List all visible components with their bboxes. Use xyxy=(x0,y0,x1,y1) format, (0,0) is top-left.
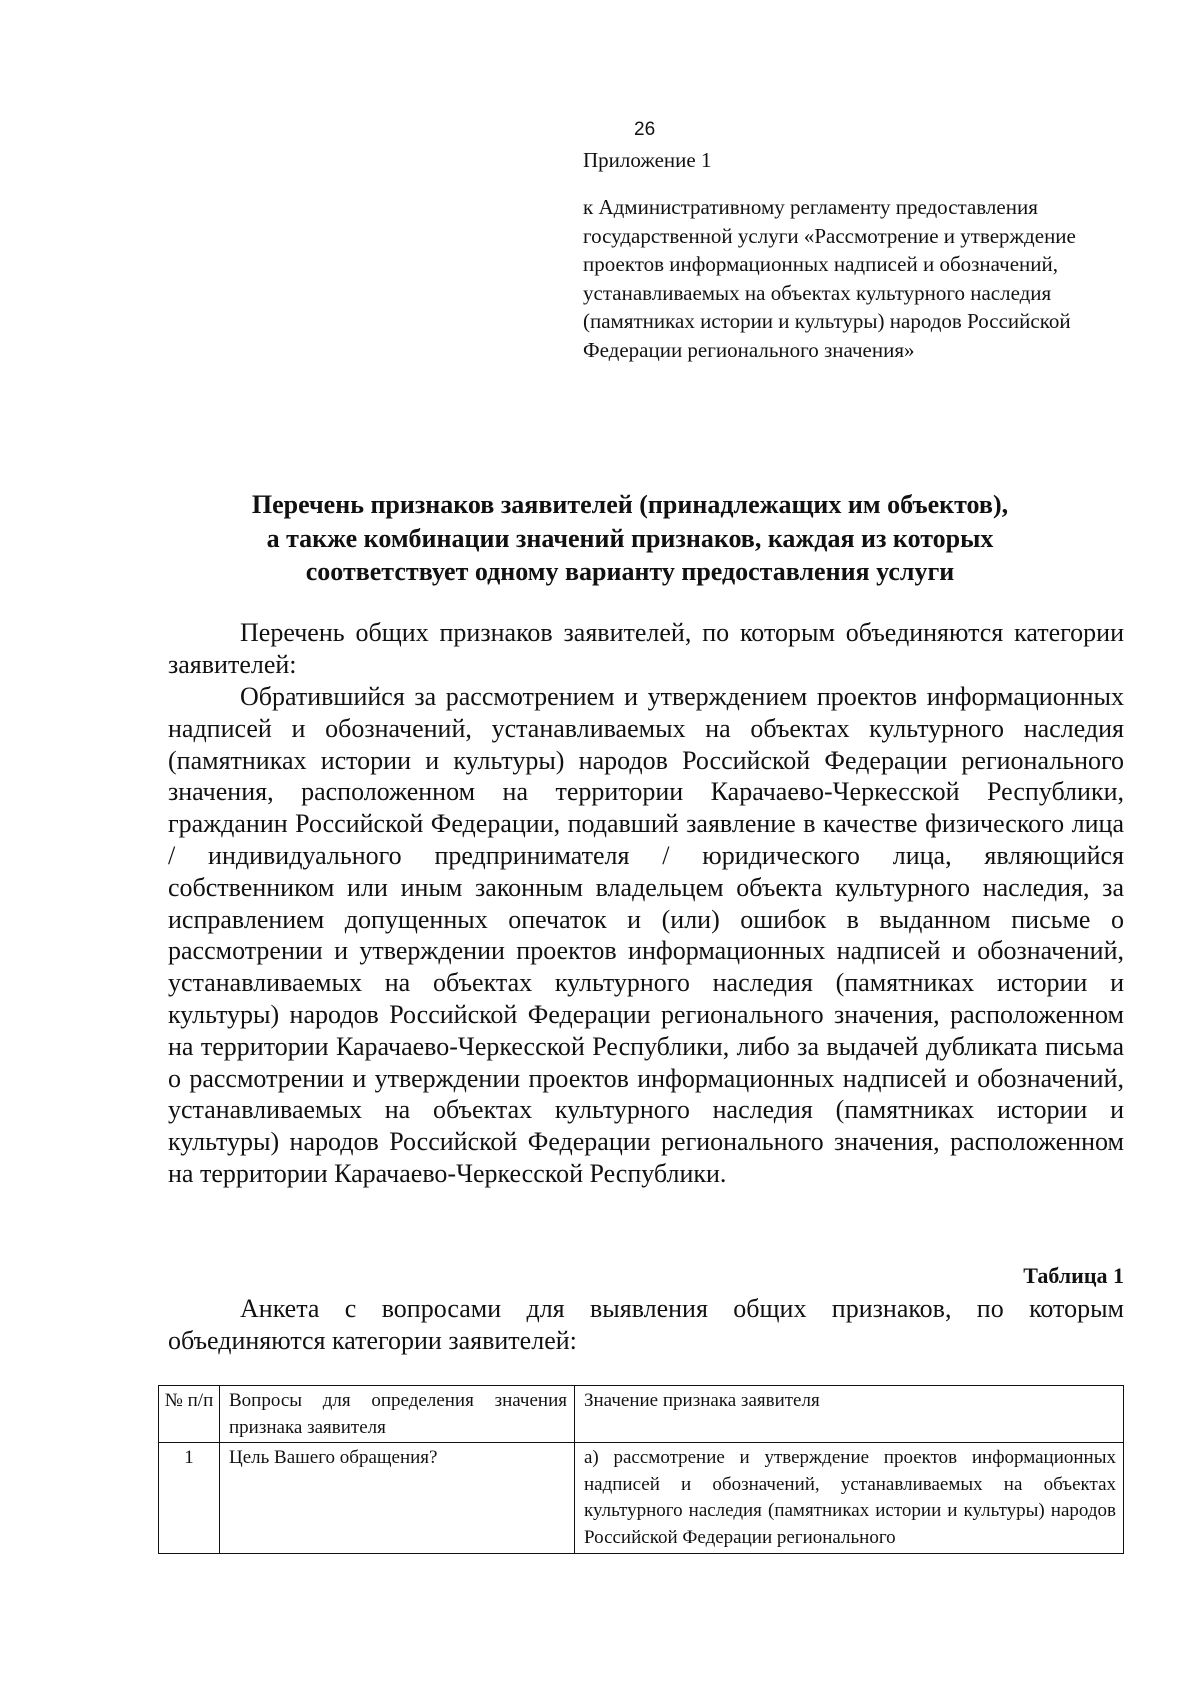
document-heading xyxy=(180,488,1080,589)
table-row xyxy=(159,1443,1124,1553)
table-header-row xyxy=(159,1386,1124,1443)
row-question: Цель Вашего обращения? xyxy=(220,1443,575,1553)
row-number: 1 xyxy=(159,1443,220,1553)
header-number: № п/п xyxy=(159,1386,220,1443)
heading-line-1: Перечень признаков заявителей (принадлежащих им объектов), xyxy=(251,490,1009,519)
table-intro-paragraph: Анкета с вопросами для выявления общих признаков, по которым объединяются категории заявителей: xyxy=(168,1294,1124,1355)
appendix-reference: к Административному регламенту предоставления государственной услуги «Рассмотрение и утверждение проектов информационных надписей и обозначений, устанавливаемых на объектах культурного наследия (памятниках истории и культуры) народов Российской Федерации регионального значения» xyxy=(583,195,1076,362)
survey-table xyxy=(158,1385,1124,1554)
table-caption: Таблица 1 xyxy=(1023,1263,1124,1288)
body-paragraph: Обратившийся за рассмотрением и утверждением проектов информационных надписей и обозначений, устанавливаемых на объектах культурного наследия (памятниках истории и культуры) народов Российской Федерации регионального значения, расположенном на территории Карачаево-Черкесской Республики, гражданин Российской Федерации, подавший заявление в качестве физического лица / индивидуального предпринимателя / юридического лица, являющийся собственником или иным законным владельцем объекта культурного наследия, за исправлением допущенных опечаток и (или) ошибок в выданном письме о рассмотрении и утверждении проектов информационных надписей и обозначений, устанавливаемых на объектах культурного наследия (памятниках истории и культуры) народов Российской Федерации регионального значения, расположенном на территории Карачаево-Черкесской Республики, либо за выдачей дубликата письма о рассмотрении и утверждении проектов информационных надписей и обозначений, устанавливаемых на объектах культурного наследия (памятниках истории и культуры) народов Российской Федерации регионального значения, расположенном на территории Карачаево-Черкесской Республики. xyxy=(168,682,1124,1188)
header-question: Вопросы для определения значения признака заявителя xyxy=(220,1386,575,1443)
page-number: 26 xyxy=(634,119,656,140)
heading-line-2: а также комбинации значений признаков, каждая из которых xyxy=(266,523,994,553)
heading-line-3: соответствует одному варианту предоставления услуги xyxy=(305,557,955,586)
header-value: Значение признака заявителя xyxy=(575,1386,1124,1443)
row-value: а) рассмотрение и утверждение проектов информационных надписей и обозначений, устанавливаемых на объектах культурного наследия (памятниках истории и культуры) народов Российской Федерации регионального xyxy=(575,1443,1124,1553)
intro-paragraph: Перечень общих признаков заявителей, по которым объединяются категории заявителей: xyxy=(168,618,1124,679)
appendix-title: Приложение 1 xyxy=(583,148,712,172)
